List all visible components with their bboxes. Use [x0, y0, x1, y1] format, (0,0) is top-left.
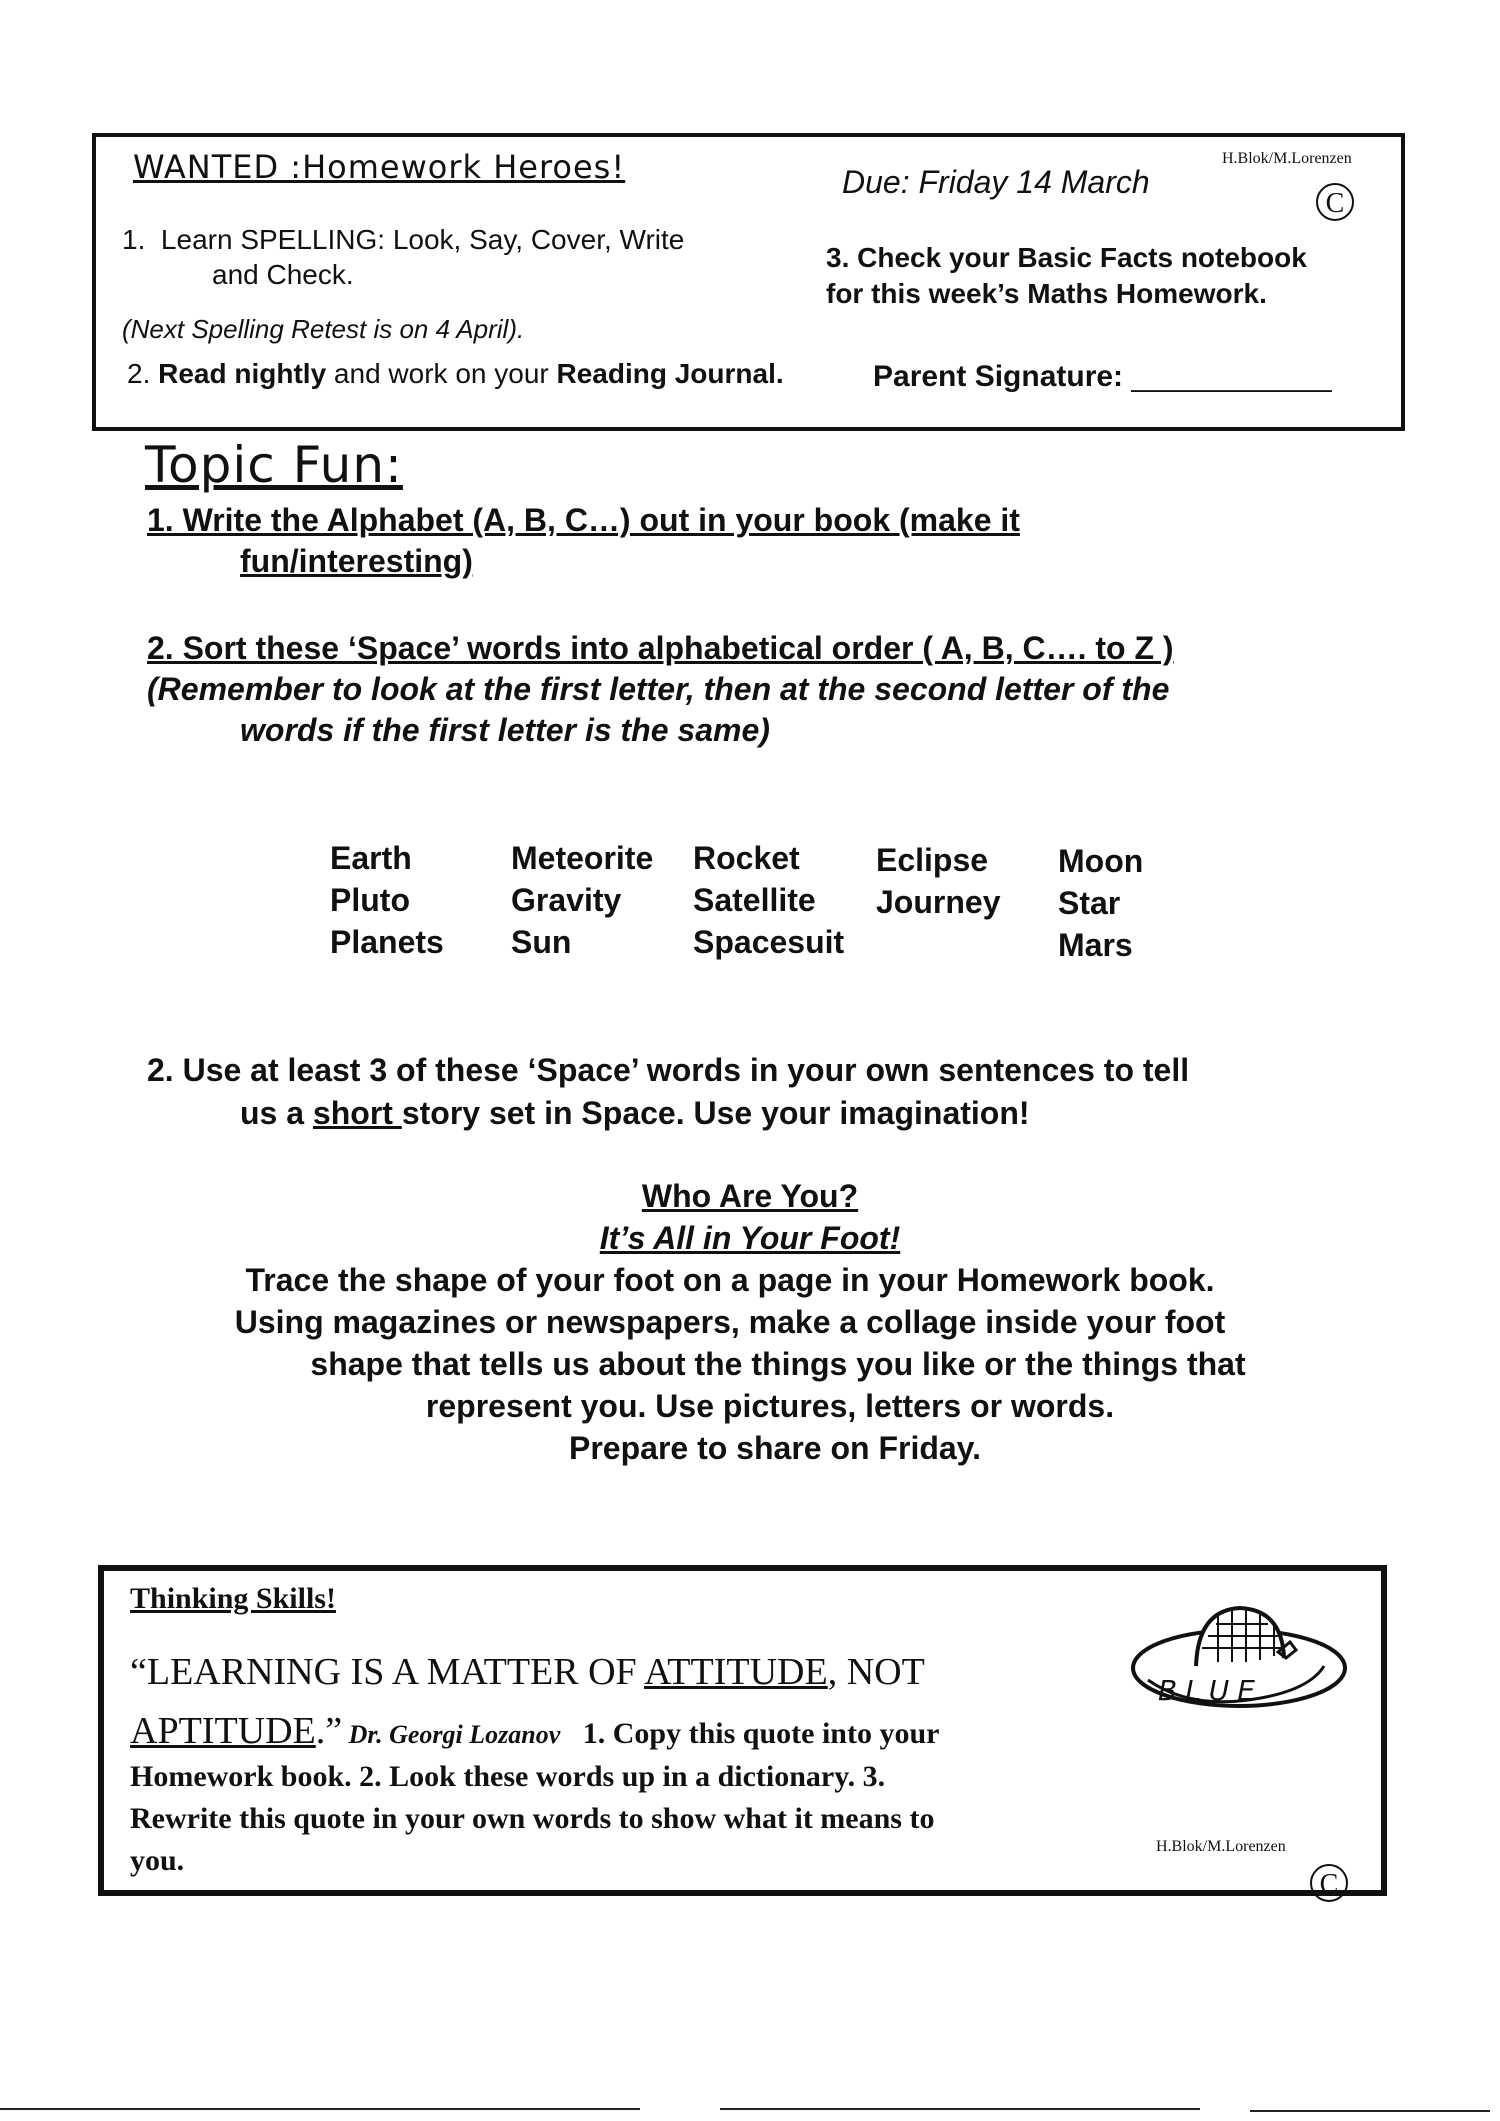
foot-title: Who Are You?: [641, 1178, 859, 1214]
scan-edge-line: [720, 2108, 1200, 2110]
task1-line1: 1. Write the Alphabet (A, B, C…) out in your book (make it: [147, 502, 1020, 538]
task1-line2: fun/interesting): [240, 543, 473, 579]
scan-edge-line: [1250, 2110, 1490, 2112]
task3-text-a: us a: [240, 1095, 313, 1131]
item1-line1: [122, 224, 684, 256]
task2-line1: 2. Sort these ‘Space’ words into alphabetical order ( A, B, C…. to Z ): [147, 630, 1174, 666]
credit-bottom: H.Blok/M.Lorenzen: [1156, 1838, 1286, 1855]
thinking-body: [130, 1710, 1130, 1882]
task2-line2: (Remember to look at the first letter, then at the second letter of the: [147, 671, 1170, 707]
thinking-task-d: you.: [130, 1844, 185, 1877]
thinking-task-a: 1. Copy this quote into your: [582, 1717, 940, 1750]
quote-text-c: , NOT: [827, 1651, 925, 1693]
quote-text-a: “LEARNING IS A MATTER OF: [130, 1651, 645, 1693]
task3-short: short: [312, 1095, 402, 1131]
task2-line3: words if the first letter is the same): [240, 712, 770, 748]
thinking-title: Thinking Skills!: [130, 1582, 336, 1615]
word-cell: Earth: [330, 840, 412, 876]
word-cell: Rocket: [693, 840, 800, 876]
quote-text-e: .”: [315, 1710, 343, 1752]
quote-author: Dr. Georgi Lozanov: [342, 1720, 561, 1749]
homework-title-text: WANTED :Homework Heroes!: [133, 148, 626, 186]
credit-top: H.Blok/M.Lorenzen: [1222, 150, 1352, 167]
item1-note: (Next Spelling Retest is on 4 April).: [122, 314, 525, 344]
hat-text: BLUE: [1158, 1674, 1263, 1707]
scan-edge-line: [0, 2108, 640, 2110]
foot-line2: Using magazines or newspapers, make a collage inside your foot: [234, 1304, 1226, 1340]
word-cell: Moon: [1058, 843, 1144, 879]
task3-text-c: story set in Space. Use your imagination!: [401, 1095, 1030, 1131]
task3-line1: 2. Use at least 3 of these ‘Space’ words in your own sentences to tell: [147, 1052, 1190, 1088]
item2-bold-b: Reading Journal.: [556, 358, 784, 389]
topic-heading-text: Topic Fun:: [145, 436, 403, 494]
quote-aptitude: APTITUDE: [130, 1710, 316, 1752]
quote-attitude: ATTITUDE: [644, 1651, 828, 1693]
parent-signature: [873, 360, 1332, 394]
item1-line2: and Check.: [212, 259, 354, 290]
item1-number: 1.: [122, 224, 146, 255]
foot-line3: shape that tells us about the things you like or the things that: [310, 1346, 1246, 1382]
thinking-task-c: Rewrite this quote in your own words to show what it means to: [130, 1802, 935, 1835]
quote-line1: [130, 1650, 1130, 1694]
item3-line2: for this week’s Maths Homework.: [826, 278, 1267, 309]
word-cell: Pluto: [330, 882, 410, 918]
parent-signature-label: Parent Signature:: [873, 360, 1124, 393]
word-cell: Planets: [330, 924, 444, 960]
copyright-icon-top: C: [1316, 183, 1354, 221]
foot-line1: Trace the shape of your foot on a page in your Homework book.: [245, 1262, 1215, 1298]
item1-text: Learn SPELLING: Look, Say, Cover, Write: [160, 224, 685, 255]
word-cell: Satellite: [693, 882, 816, 918]
due-date: Due: Friday 14 March: [842, 164, 1150, 200]
item2-number: 2.: [127, 358, 151, 389]
word-cell: Star: [1058, 885, 1121, 921]
foot-line4: represent you. Use pictures, letters or words.: [425, 1388, 1115, 1424]
task3-line2: [240, 1095, 1030, 1132]
copyright-icon-bottom: C: [1310, 1864, 1348, 1902]
parent-signature-line: ____________: [1131, 360, 1332, 393]
homework-title: [133, 148, 625, 186]
word-cell: Sun: [511, 924, 572, 960]
word-cell: Journey: [876, 884, 1001, 920]
item3-line1: 3. Check your Basic Facts notebook: [826, 242, 1307, 273]
word-cell: Meteorite: [511, 840, 654, 876]
word-cell: Spacesuit: [693, 924, 845, 960]
topic-heading: [145, 436, 403, 494]
word-cell: Mars: [1058, 927, 1133, 963]
word-cell: Eclipse: [876, 842, 989, 878]
blue-hat-logo: [1128, 1596, 1350, 1716]
foot-line5: Prepare to share on Friday.: [569, 1430, 981, 1466]
thinking-task-b: Homework book. 2. Look these words up in a dictionary. 3.: [130, 1760, 886, 1793]
word-cell: Gravity: [511, 882, 622, 918]
item2-bold-a: Read nightly: [158, 358, 327, 389]
foot-subtitle: It’s All in Your Foot!: [599, 1220, 901, 1256]
item2-plain: and work on your: [326, 358, 557, 389]
item2-line: [127, 358, 784, 390]
